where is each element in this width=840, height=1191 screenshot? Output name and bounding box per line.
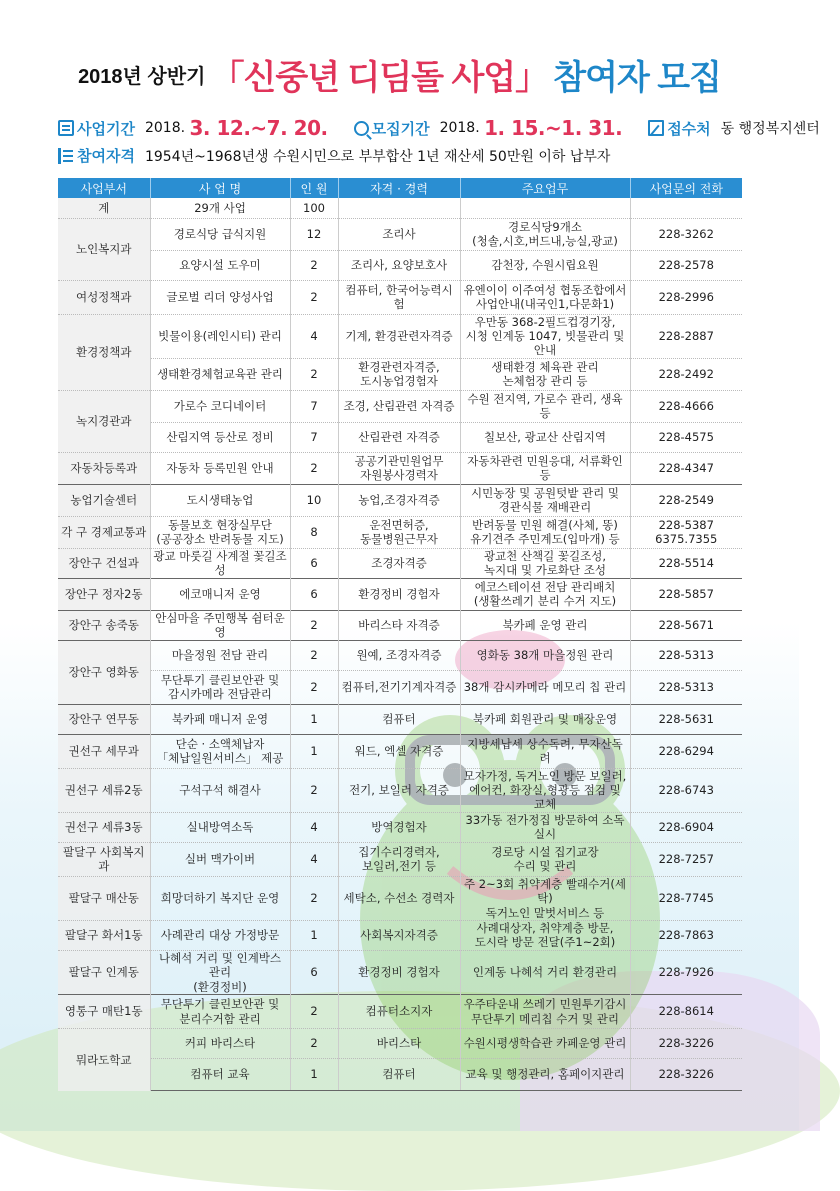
count-cell: 6 <box>290 950 338 994</box>
dept-cell: 계 <box>58 198 150 218</box>
qualification-cell: 컴퓨터,전기기계자격증 <box>338 670 460 704</box>
table-row <box>58 950 742 994</box>
header-count: 인 원 <box>290 178 338 198</box>
work-cell: 감천장, 수원시립요원 <box>460 250 630 280</box>
work-cell: 교육 및 행정관리, 홈페이지관리 <box>460 1059 630 1091</box>
dept-cell: 장안구 건설과 <box>58 548 150 578</box>
office-value: 동 행정복지센터 <box>720 121 820 137</box>
work-cell: 수원시평생학습관 카페운영 관리 <box>460 1029 630 1059</box>
dept-cell: 권선구 세무과 <box>58 734 150 768</box>
table-row <box>58 734 742 768</box>
table-row <box>58 704 742 734</box>
calendar-icon <box>58 120 74 136</box>
count-cell: 1 <box>290 920 338 950</box>
phone-cell: 228-4347 <box>630 452 742 484</box>
program-name-cell: 무단투기 클린보안관 및 분리수거함 관리 <box>150 995 290 1029</box>
count-cell: 2 <box>290 768 338 812</box>
header-phone: 사업문의 전화 <box>630 178 742 198</box>
work-cell: 유엔이이 이주여성 협동조합에서 사업안내(내국인1,다문화1) <box>460 280 630 314</box>
work-cell: 자동차관련 민원응대, 서류확인 등 <box>460 452 630 484</box>
title-prefix: 2018년 상반기 <box>78 66 206 88</box>
table-row <box>58 484 742 516</box>
table-row <box>58 812 742 842</box>
phone-cell: 228-7257 <box>630 842 742 876</box>
program-name-cell: 실내방역소독 <box>150 812 290 842</box>
program-name-cell: 북카페 매니저 운영 <box>150 704 290 734</box>
qualification-cell: 산림관련 자격증 <box>338 422 460 452</box>
qualification-cell: 원예, 조경자격증 <box>338 640 460 670</box>
work-cell: 사례대상자, 취약계층 방문, 도시락 방문 전달(주1~2회) <box>460 920 630 950</box>
qualification-cell: 농업,조경자격증 <box>338 484 460 516</box>
phone-cell: 228-5631 <box>630 704 742 734</box>
qualification-cell: 워드, 엑셀 자격증 <box>338 734 460 768</box>
qualification-cell <box>338 198 460 218</box>
recruit-value: 1. 15.~1. 31. <box>484 116 623 140</box>
table-row <box>58 198 742 218</box>
table-row <box>58 452 742 484</box>
qualification-cell: 조리사 <box>338 218 460 250</box>
table-row <box>58 876 742 920</box>
dept-cell: 여성정책과 <box>58 280 150 314</box>
pen-icon <box>648 120 664 136</box>
count-cell: 4 <box>290 812 338 842</box>
program-name-cell: 안심마을 주민행복 쉼터운영 <box>150 610 290 640</box>
work-cell: 38개 감시카메라 메모리 칩 관리 <box>460 670 630 704</box>
title-suffix: 참여자 모집 <box>553 59 721 97</box>
phone-cell: 228-2887 <box>630 314 742 358</box>
program-table <box>58 178 742 1091</box>
phone-cell: 228-2578 <box>630 250 742 280</box>
table-row <box>58 768 742 812</box>
work-cell: 인계동 나혜석 거리 환경관리 <box>460 950 630 994</box>
program-name-cell: 산림지역 등산로 정비 <box>150 422 290 452</box>
table-row <box>58 390 742 422</box>
dept-cell: 장안구 영화동 <box>58 640 150 704</box>
work-cell: 광교천 산책길 꽃길조성, 녹지대 및 가로화단 조성 <box>460 548 630 578</box>
table-row <box>58 1029 742 1059</box>
info-line-dates <box>58 116 824 140</box>
count-cell: 8 <box>290 516 338 548</box>
program-name-cell: 도시생태농업 <box>150 484 290 516</box>
count-cell: 1 <box>290 1059 338 1091</box>
work-cell: 시민농장 및 공원텃밭 관리 및 경관식물 재배관리 <box>460 484 630 516</box>
dept-cell: 영통구 매탄1동 <box>58 995 150 1029</box>
count-cell: 2 <box>290 610 338 640</box>
header-work: 주요업무 <box>460 178 630 198</box>
dept-cell: 권선구 세류2동 <box>58 768 150 812</box>
program-name-cell: 실버 맥가이버 <box>150 842 290 876</box>
count-cell: 2 <box>290 280 338 314</box>
qualification-cell: 바리스타 <box>338 1029 460 1059</box>
work-cell: 수원 전지역, 가로수 관리, 생육 등 <box>460 390 630 422</box>
qualification-cell: 기계, 환경관련자격증 <box>338 314 460 358</box>
dept-cell: 팔달구 인계동 <box>58 950 150 994</box>
count-cell: 2 <box>290 670 338 704</box>
dept-cell: 자동차등록과 <box>58 452 150 484</box>
phone-cell: 228-7745 <box>630 876 742 920</box>
dept-cell: 장안구 정자2동 <box>58 578 150 610</box>
dept-cell: 노인복지과 <box>58 218 150 280</box>
dept-cell: 농업기술센터 <box>58 484 150 516</box>
work-cell: 경로당 시설 집기교장 수리 및 관리 <box>460 842 630 876</box>
dept-cell: 팔달구 매산동 <box>58 876 150 920</box>
phone-cell: 228-4575 <box>630 422 742 452</box>
program-name-cell: 동물보호 현장실무단 (공공장소 반려동물 지도) <box>150 516 290 548</box>
recruit-prefix: 2018. <box>439 120 480 136</box>
work-cell: 우만동 368-2필드컵경기장, 시청 인계동 1047, 빗물관리 및 안내 <box>460 314 630 358</box>
work-cell: 영화동 38개 마을정원 관리 <box>460 640 630 670</box>
count-cell: 2 <box>290 640 338 670</box>
table-body <box>58 198 742 1091</box>
count-cell: 2 <box>290 452 338 484</box>
dept-cell: 장안구 연무동 <box>58 704 150 734</box>
info-line-qualification <box>58 145 610 166</box>
table-row <box>58 578 742 610</box>
phone-cell: 228-5671 <box>630 610 742 640</box>
program-name-cell: 마을정원 전담 관리 <box>150 640 290 670</box>
phone-cell <box>630 198 742 218</box>
phone-cell: 228-3226 <box>630 1059 742 1091</box>
count-cell: 4 <box>290 314 338 358</box>
search-icon <box>354 121 369 136</box>
phone-cell: 228-5313 <box>630 640 742 670</box>
count-cell: 1 <box>290 704 338 734</box>
phone-cell: 228-5857 <box>630 578 742 610</box>
program-name-cell: 자동차 등록민원 안내 <box>150 452 290 484</box>
phone-cell: 228-2492 <box>630 358 742 390</box>
dept-cell: 권선구 세류3동 <box>58 812 150 842</box>
program-name-cell: 요양시설 도우미 <box>150 250 290 280</box>
phone-cell: 228-6904 <box>630 812 742 842</box>
qualification-cell: 환경관련자격증, 도시농업경험자 <box>338 358 460 390</box>
work-cell: 에코스테이션 전담 관리배치 (생활쓰레기 분리 수거 지도) <box>460 578 630 610</box>
period-value: 3. 12.~7. 20. <box>189 116 328 140</box>
period-prefix: 2018. <box>144 120 186 136</box>
qualification-cell: 세탁소, 수선소 경력자 <box>338 876 460 920</box>
dept-cell: 팔달구 화서1동 <box>58 920 150 950</box>
phone-cell: 228-5387 6375.7355 <box>630 516 742 548</box>
work-cell: 지방세납세 상수독려, 무자산독려 <box>460 734 630 768</box>
dept-cell: 각 구 경제교통과 <box>58 516 150 548</box>
work-cell: 칠보산, 광교산 산림지역 <box>460 422 630 452</box>
qual-value: 1954년~1968년생 수원시민으로 부부합산 1년 재산세 50만원 이하 납부자 <box>144 148 611 165</box>
period-label: 사업기간 <box>77 119 135 138</box>
office-label: 접수처 <box>667 119 711 138</box>
program-name-cell: 커피 바리스타 <box>150 1029 290 1059</box>
recruit-block <box>354 116 623 140</box>
work-cell: 우주타운내 쓰레기 민원투기감시 무단투기 메리칩 수거 및 관리 <box>460 995 630 1029</box>
qualification-cell: 조경, 산림관련 자격증 <box>338 390 460 422</box>
qualification-cell: 전기, 보일러 자격증 <box>338 768 460 812</box>
work-cell: 북카페 운영 관리 <box>460 610 630 640</box>
program-name-cell: 글로벌 리더 양성사업 <box>150 280 290 314</box>
table-row <box>58 842 742 876</box>
table-row <box>58 1059 742 1091</box>
table-row <box>58 422 742 452</box>
count-cell: 2 <box>290 995 338 1029</box>
table-row <box>58 548 742 578</box>
work-cell: 경로식당9개소 (청솔,시호,버드내,능실,광교) <box>460 218 630 250</box>
program-name-cell: 경로식당 급식지원 <box>150 218 290 250</box>
work-cell: 주 2~3회 취약계층 빨래수거(세탁) 독거노인 말벗서비스 등 <box>460 876 630 920</box>
count-cell: 1 <box>290 734 338 768</box>
phone-cell: 228-6743 <box>630 768 742 812</box>
qualification-cell: 컴퓨터, 한국어능력시험 <box>338 280 460 314</box>
qualification-cell: 컴퓨터소지자 <box>338 995 460 1029</box>
header-qual: 자격 · 경력 <box>338 178 460 198</box>
header-name: 사 업 명 <box>150 178 290 198</box>
qualification-cell: 사회복지자격증 <box>338 920 460 950</box>
qualification-cell: 컴퓨터 <box>338 704 460 734</box>
work-cell <box>460 198 630 218</box>
dept-cell: 팔달구 사회복지과 <box>58 842 150 876</box>
office-block <box>648 118 820 139</box>
program-name-cell: 29개 사업 <box>150 198 290 218</box>
program-name-cell: 생태환경체험교육관 관리 <box>150 358 290 390</box>
work-cell: 생태환경 체육관 관리 논체험장 관리 등 <box>460 358 630 390</box>
qualification-cell: 집기수리경력자, 보일러,전기 등 <box>338 842 460 876</box>
count-cell: 10 <box>290 484 338 516</box>
dept-cell: 장안구 송죽동 <box>58 610 150 640</box>
phone-cell: 228-2549 <box>630 484 742 516</box>
table-row <box>58 995 742 1029</box>
table-row <box>58 516 742 548</box>
phone-cell: 228-4666 <box>630 390 742 422</box>
dept-cell: 녹지경관과 <box>58 390 150 452</box>
title-main: 「신중년 디딤돌 사업」 <box>210 59 549 97</box>
table-row <box>58 610 742 640</box>
table-row <box>58 280 742 314</box>
poster-title <box>0 50 799 99</box>
table-row <box>58 358 742 390</box>
work-cell: 모자가정, 독거노인 방문 보일러, 에어컨, 화장실,형광등 점검 및 교체 <box>460 768 630 812</box>
list-icon <box>58 148 74 164</box>
count-cell: 2 <box>290 250 338 280</box>
count-cell: 100 <box>290 198 338 218</box>
qual-label: 참여자격 <box>77 147 135 165</box>
phone-cell: 228-7926 <box>630 950 742 994</box>
count-cell: 4 <box>290 842 338 876</box>
phone-cell: 228-3262 <box>630 218 742 250</box>
qualification-cell: 운전면허증, 동물병원근무자 <box>338 516 460 548</box>
qualification-cell: 바리스타 자격증 <box>338 610 460 640</box>
table-row <box>58 920 742 950</box>
program-name-cell: 나혜석 거리 및 인계박스 관리 (환경정비) <box>150 950 290 994</box>
program-name-cell: 컴퓨터 교육 <box>150 1059 290 1091</box>
count-cell: 12 <box>290 218 338 250</box>
qualification-cell: 조리사, 요양보호사 <box>338 250 460 280</box>
dept-cell: 뭐라도학교 <box>58 1029 150 1091</box>
table-header-row <box>58 178 742 198</box>
work-cell: 33가동 전가정집 방문하여 소독실시 <box>460 812 630 842</box>
phone-cell: 228-2996 <box>630 280 742 314</box>
qualification-cell: 환경정비 경험자 <box>338 950 460 994</box>
phone-cell: 228-5514 <box>630 548 742 578</box>
dept-cell: 환경정책과 <box>58 314 150 390</box>
work-cell: 반려동물 민원 해결(사체, 똥) 유기견주 주민계도(입마개) 등 <box>460 516 630 548</box>
count-cell: 2 <box>290 1029 338 1059</box>
count-cell: 2 <box>290 876 338 920</box>
program-name-cell: 사례관리 대상 가정방문 <box>150 920 290 950</box>
program-name-cell: 에코매니저 운영 <box>150 578 290 610</box>
count-cell: 2 <box>290 358 338 390</box>
recruit-label: 모집기간 <box>371 119 430 138</box>
period-block <box>58 116 328 140</box>
qualification-cell: 공공기관민원업무 자원봉사경력자 <box>338 452 460 484</box>
qualification-cell: 컴퓨터 <box>338 1059 460 1091</box>
qualification-cell: 조경자격증 <box>338 548 460 578</box>
count-cell: 7 <box>290 422 338 452</box>
program-name-cell: 광교 마룻길 사계절 꽃길조성 <box>150 548 290 578</box>
phone-cell: 228-3226 <box>630 1029 742 1059</box>
table-row <box>58 250 742 280</box>
table-row <box>58 314 742 358</box>
work-cell: 북카페 회원관리 및 매장운영 <box>460 704 630 734</box>
program-name-cell: 무단투기 클린보안관 및 감시카메라 전담관리 <box>150 670 290 704</box>
phone-cell: 228-8614 <box>630 995 742 1029</box>
table-row <box>58 218 742 250</box>
program-name-cell: 빗물이용(레인시티) 관리 <box>150 314 290 358</box>
phone-cell: 228-5313 <box>630 670 742 704</box>
program-name-cell: 단순 · 소액체납자 「체납일원서비스」 제공 <box>150 734 290 768</box>
qualification-cell: 환경정비 경험자 <box>338 578 460 610</box>
count-cell: 6 <box>290 578 338 610</box>
table-row <box>58 670 742 704</box>
count-cell: 7 <box>290 390 338 422</box>
program-name-cell: 구석구석 해결사 <box>150 768 290 812</box>
table-row <box>58 640 742 670</box>
header-dept: 사업부서 <box>58 178 150 198</box>
qualification-cell: 방역경험자 <box>338 812 460 842</box>
phone-cell: 228-6294 <box>630 734 742 768</box>
phone-cell: 228-7863 <box>630 920 742 950</box>
program-name-cell: 희망더하기 복지단 운영 <box>150 876 290 920</box>
program-name-cell: 가로수 코디네이터 <box>150 390 290 422</box>
count-cell: 6 <box>290 548 338 578</box>
